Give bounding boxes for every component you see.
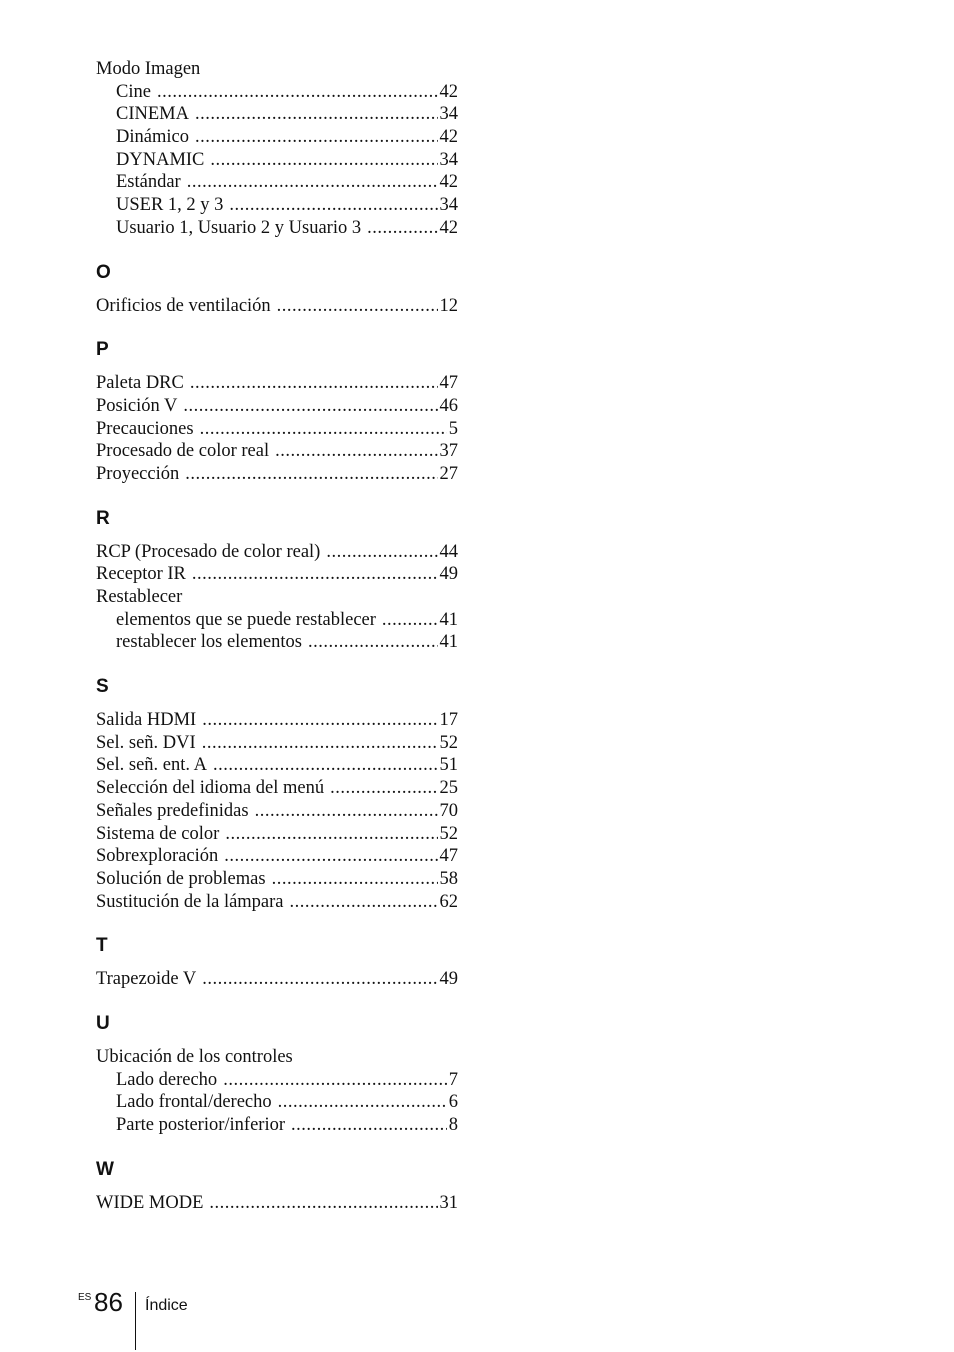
entry-page-number: 34: [439, 149, 458, 170]
dot-leader: [255, 800, 438, 823]
entry-page-number: 7: [448, 1069, 458, 1090]
dot-leader: [192, 563, 438, 586]
entry-page-number: 52: [439, 823, 458, 844]
footer-divider: [135, 1292, 136, 1350]
entry-label: CINEMA: [116, 104, 189, 125]
entry-page-number: 6: [448, 1092, 458, 1113]
index-entry: [96, 891, 458, 914]
entry-page-number: 42: [439, 172, 458, 193]
entry-label: Precauciones: [96, 418, 194, 439]
section-letter: R: [96, 507, 110, 529]
index-section: [96, 1159, 458, 1215]
dot-leader: [330, 777, 437, 800]
entry-label: Modo Imagen: [96, 59, 201, 79]
section-letter: O: [96, 261, 111, 283]
entry-label: Sel. señ. DVI: [96, 732, 196, 753]
dot-leader: [183, 395, 437, 418]
dot-leader: [275, 440, 437, 463]
index-entry: [96, 754, 458, 777]
dot-leader: [291, 1114, 447, 1137]
index-subentry: [96, 631, 458, 654]
dot-leader: [202, 732, 438, 755]
index-section: [96, 1013, 458, 1137]
entry-page-number: 44: [439, 541, 458, 562]
section-letter: S: [96, 676, 109, 698]
section-letter: U: [96, 1012, 110, 1034]
index-entry: [96, 1192, 458, 1215]
index-section: [96, 58, 458, 240]
entry-label: restablecer los elementos: [116, 632, 302, 653]
entry-page-number: 31: [439, 1192, 458, 1213]
dot-leader: [200, 418, 447, 441]
entry-label: Receptor IR: [96, 564, 186, 585]
index-entry: [96, 295, 458, 318]
index-section: [96, 935, 458, 991]
index-entry: [96, 586, 458, 609]
dot-leader: [278, 1091, 447, 1114]
entry-label: Estándar: [116, 172, 181, 193]
dot-leader: [195, 103, 438, 126]
page-number: 86: [94, 1287, 123, 1317]
entry-page-number: 46: [439, 395, 458, 416]
entry-page-number: 5: [448, 418, 458, 439]
index-entry: [96, 777, 458, 800]
entry-label: USER 1, 2 y 3: [116, 195, 224, 216]
index-section: [96, 508, 458, 654]
entry-label: Lado frontal/derecho: [116, 1092, 272, 1113]
section-letter: P: [96, 339, 109, 361]
entry-page-number: 34: [439, 104, 458, 125]
entry-page-number: 12: [439, 295, 458, 316]
entry-page-number: 37: [439, 441, 458, 462]
dot-leader: [277, 295, 438, 318]
entry-label: Orificios de ventilación: [96, 295, 271, 316]
index-section: [96, 262, 458, 318]
section-letter: T: [96, 935, 108, 957]
entry-page-number: 42: [439, 81, 458, 102]
entry-label: Lado derecho: [116, 1069, 218, 1090]
dot-leader: [209, 1192, 437, 1215]
index-subentry: [96, 1114, 458, 1137]
entry-label: Salida HDMI: [96, 710, 197, 731]
index-entry: [96, 563, 458, 586]
dot-leader: [308, 631, 438, 654]
index-subentry: [96, 171, 458, 194]
entry-label: Parte posterior/inferior: [116, 1115, 286, 1135]
entry-label: Procesado de color real: [96, 441, 270, 462]
index-subentry: [96, 149, 458, 172]
index-entry: [96, 823, 458, 846]
entry-label: Ubicación de los controles: [96, 1046, 293, 1067]
index-entry: [96, 732, 458, 755]
index-entry: [96, 845, 458, 868]
entry-label: Sobrexploración: [96, 846, 219, 867]
entry-label: Restablecer: [96, 587, 183, 607]
index-list: [96, 58, 458, 1214]
entry-label: Sistema de color: [96, 823, 220, 844]
dot-leader: [210, 149, 437, 172]
dot-leader: [223, 1069, 447, 1092]
entry-page-number: 17: [439, 710, 458, 731]
index-subentry: [96, 194, 458, 217]
index-entry: [96, 58, 458, 81]
index-entry: [96, 395, 458, 418]
index-section: [96, 676, 458, 913]
entry-page-number: 25: [439, 778, 458, 799]
entry-page-number: 47: [439, 373, 458, 394]
index-entry: [96, 868, 458, 891]
entry-label: Posición V: [96, 395, 178, 416]
entry-label: elementos que se puede restablecer: [116, 609, 376, 630]
entry-page-number: 51: [439, 755, 458, 776]
entry-page-number: 42: [439, 127, 458, 148]
dot-leader: [190, 372, 438, 395]
dot-leader: [225, 823, 437, 846]
entry-label: Sustitución de la lámpara: [96, 891, 284, 912]
dot-leader: [229, 194, 437, 217]
entry-label: Usuario 1, Usuario 2 y Usuario 3: [116, 217, 362, 238]
index-entry: [96, 709, 458, 732]
index-entry: [96, 440, 458, 463]
entry-label: Trapezoide V: [96, 969, 197, 990]
entry-page-number: 27: [439, 463, 458, 484]
entry-label: Solución de problemas: [96, 868, 266, 889]
dot-leader: [224, 845, 437, 868]
index-entry: [96, 541, 458, 564]
dot-leader: [202, 968, 437, 991]
language-code: ES: [78, 1292, 92, 1303]
entry-label: Señales predefinidas: [96, 800, 249, 821]
index-entry: [96, 1046, 458, 1069]
entry-label: Cine: [116, 81, 151, 102]
entry-label: Paleta DRC: [96, 373, 184, 394]
index-section: [96, 339, 458, 485]
section-letter: W: [96, 1158, 114, 1180]
index-subentry: [96, 126, 458, 149]
dot-leader: [290, 891, 438, 914]
entry-page-number: 70: [439, 800, 458, 821]
entry-page-number: 47: [439, 846, 458, 867]
entry-page-number: 58: [439, 868, 458, 889]
entry-page-number: 42: [439, 217, 458, 238]
dot-leader: [185, 463, 437, 486]
dot-leader: [382, 609, 438, 632]
dot-leader: [187, 171, 438, 194]
dot-leader: [367, 217, 437, 240]
entry-page-number: 49: [439, 969, 458, 990]
index-subentry: [96, 1091, 458, 1114]
entry-label: Sel. señ. ent. A: [96, 755, 207, 776]
entry-label: RCP (Procesado de color real): [96, 541, 321, 562]
entry-page-number: 41: [439, 609, 458, 630]
page-footer: [0, 1288, 954, 1352]
dot-leader: [213, 754, 438, 777]
entry-page-number: 52: [439, 732, 458, 753]
index-entry: [96, 800, 458, 823]
index-subentry: [96, 103, 458, 126]
entry-label: Selección del idioma del menú: [96, 778, 325, 799]
index-entry: [96, 418, 458, 441]
index-subentry: [96, 81, 458, 104]
entry-label: DYNAMIC: [116, 149, 205, 170]
index-entry: [96, 372, 458, 395]
dot-leader: [157, 81, 438, 104]
entry-label: Proyección: [96, 463, 180, 484]
entry-page-number: 34: [439, 195, 458, 216]
index-entry: [96, 463, 458, 486]
dot-leader: [195, 126, 438, 149]
entry-label: Dinámico: [116, 127, 189, 148]
entry-page-number: 8: [448, 1115, 458, 1135]
entry-page-number: 62: [439, 891, 458, 912]
entry-page-number: 41: [439, 632, 458, 653]
section-title: Índice: [145, 1297, 188, 1314]
entry-label: WIDE MODE: [96, 1192, 204, 1213]
index-entry: [96, 968, 458, 991]
index-subentry: [96, 1069, 458, 1092]
dot-leader: [326, 541, 437, 564]
dot-leader: [272, 868, 438, 891]
index-subentry: [96, 217, 458, 240]
entry-page-number: 49: [439, 564, 458, 585]
dot-leader: [202, 709, 437, 732]
index-subentry: [96, 609, 458, 632]
